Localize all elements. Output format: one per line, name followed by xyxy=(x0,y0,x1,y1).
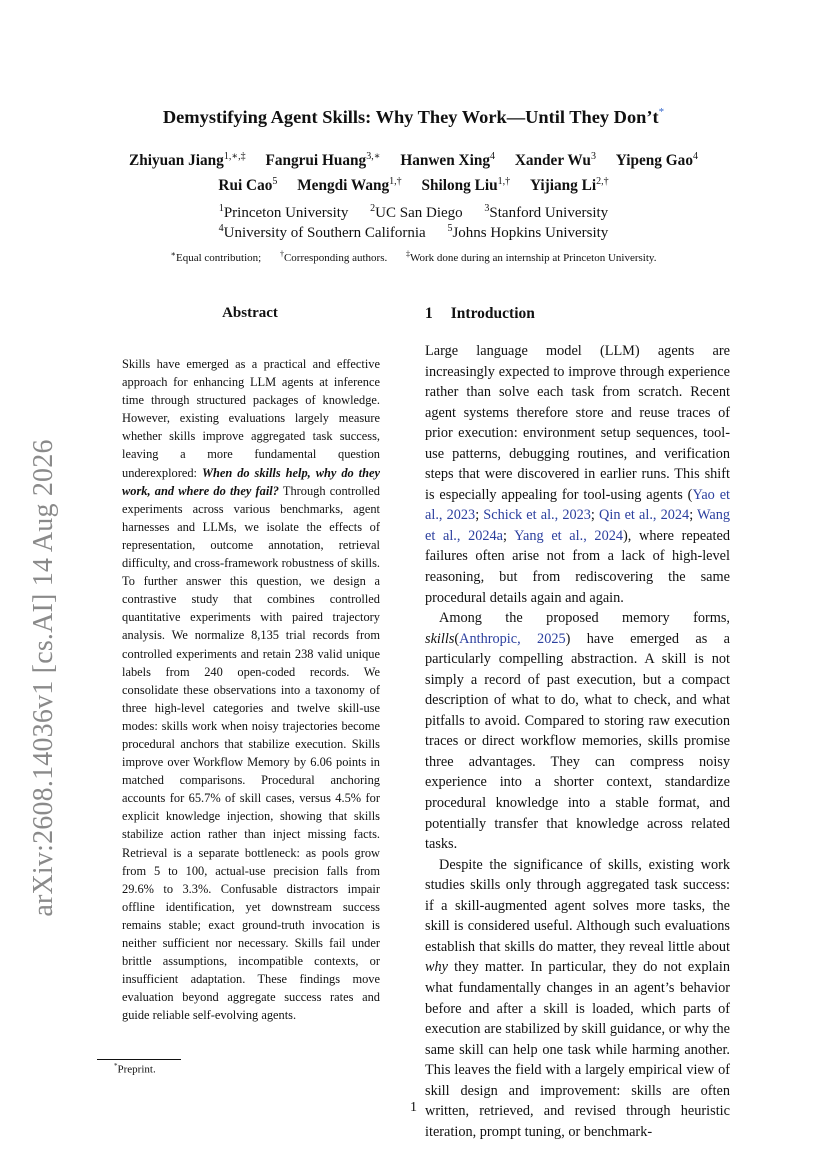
author-note: †Corresponding authors. xyxy=(279,249,388,264)
author: Zhiyuan Jiang$^{1,∗,\ddagger}$ xyxy=(129,151,246,170)
paragraph: Despite the significance of skills, existing work studies skills only through aggregated task success: if a skill-augmented agent solves more tasks, the skill is considered useful. Although such evaluations establish that skills do matter, they reveal little about why they matter. In particular, they do not explain what fundamentally changes in an agent’s behavior before and after a skill is loaded, which parts of execution are stabilized by skill guidance, or why the same skill can help one task while harming another. This leaves the field with a largely empirical view of skill design and improvement: skills are often written, retrieved, and revised through heuristic iteration, prompt tuning, or benchmark- xyxy=(425,856,730,1140)
section-title: Introduction xyxy=(450,305,535,322)
author: Fangrui Huang$^{3,∗}$ xyxy=(265,151,381,170)
title-text: Demystifying Agent Skills: Why They Work—Until They Don’t xyxy=(162,107,659,127)
affiliation: $^4$University of Southern California xyxy=(218,223,426,241)
author: Hanwen Xing$^4$ xyxy=(400,151,496,170)
citation-link[interactable]: Qin et al., 2024 xyxy=(599,507,690,524)
page-number: 1 xyxy=(410,1100,417,1115)
author-note: ∗Equal contribution; xyxy=(170,249,262,264)
author-list-line-2 xyxy=(0,176,827,195)
title-footnote-marker[interactable]: * xyxy=(658,106,665,118)
author: Mengdi Wang$^{1,\dagger}$ xyxy=(297,176,402,195)
section-number: 1 xyxy=(425,305,433,322)
footnote-divider xyxy=(97,1059,181,1060)
citation-link[interactable]: Anthropic, 2025 xyxy=(459,630,566,647)
author-list-line-1 xyxy=(0,151,827,170)
author: Rui Cao$^5$ xyxy=(218,176,278,195)
affiliation: $^5$Johns Hopkins University xyxy=(447,223,609,241)
introduction-body xyxy=(425,341,730,1142)
paper-title xyxy=(0,106,827,128)
section-heading-introduction xyxy=(425,305,535,323)
abstract-research-question: When do skills help, why do they work, and where do they fail? xyxy=(122,465,380,498)
arxiv-identifier: arXiv:2608.14036v1 [cs.AI] 14 Aug 2026 xyxy=(28,439,59,917)
citation-link[interactable]: Yang et al., 2024 xyxy=(514,527,624,544)
author-notes xyxy=(0,249,827,264)
affiliations-line-2 xyxy=(0,223,827,242)
affiliations-line-1 xyxy=(0,203,827,222)
citation-link[interactable]: Wang et al., 2024a xyxy=(425,507,731,544)
affiliation: $^3$Stanford University xyxy=(484,203,609,221)
term-why: why xyxy=(425,959,449,976)
term-skills: skills xyxy=(425,630,455,647)
affiliation: $^1$Princeton University xyxy=(218,203,349,221)
paragraph: Large language model (LLM) agents are increasingly expected to improve through experience rather than solve each task from scratch. Recent agent systems therefore store and reuse traces of prior execution: environment setup sequences, tool-use patterns, debugging routines, and verification steps that were discovered in earlier runs. This shift is especially appealing for tool-using agents (Yao et al., 2023; Schick et al., 2023; Qin et al., 2024; Wang et al., 2024a; Yang et al., 2024), where repeated failures often arise not from a lack of high-level reasoning, but from rediscovering the same procedural details again and again. xyxy=(425,343,731,606)
author-note: ‡Work done during an internship at Princeton University. xyxy=(405,249,657,264)
citation-link[interactable]: Schick et al., 2023 xyxy=(483,507,591,524)
citation-link[interactable]: Yao et al., 2023 xyxy=(425,486,731,524)
author: Yipeng Gao$^4$ xyxy=(615,151,698,170)
abstract-body: Skills have emerged as a practical and effective approach for enhancing LLM agents at inference time through structured packages of knowledge. However, existing evaluations largely measure whether skills improve aggregated task success, leaving a more fundamental question underexplored: When do skills help, why do they work, and where do they fail? Through controlled experiments across various benchmarks, agent harnesses and LLMs, we isolate the effects of representation, outcome annotation, retrieval difficulty, and cross-framework robustness of skills. To further answer this question, we design a contrastive study that combines controlled quantitative experiments with paired trajectory analysis. We normalize 8,135 trial records from controlled experiments and retain 238 valid unique labels from 240 open-coded records. We consolidate these observations into a taxonomy of three high-level categories and twelve skill-use modes: skills work when noisy trajectories become procedural anchors that stabilize execution. Skills improve over Workflow Memory by 6.06 points in matched comparisons. Procedural anchoring accounts for 65.7% of skill cases, versus 4.5% for explicit knowledge injection, showing that skills stabilize action rather than inject missing facts. Retrieval is a separate bottleneck: as pools grow from 5 to 100, actual-use precision falls from 29.6% to 3.3%. Confusable distractors impair offline identification, yet downstream success remains stable; exact ground-truth invocation is neither sufficient nor necessary. Skills fail under brittle assumptions, incompatible contexts, or insufficient adaptation. These findings move evaluation beyond aggregate success rates and guide reliable self-evolving agents. xyxy=(122,357,380,1023)
affiliation: $^2$UC San Diego xyxy=(370,203,463,221)
footnote: *Preprint. xyxy=(114,1062,156,1076)
author: Xander Wu$^3$ xyxy=(514,151,596,170)
author: Yijiang $Li^{2,\dagger}$ xyxy=(529,176,609,195)
paragraph: Among the proposed memory forms, skills(Anthropic, 2025) have emerged as a particularly compelling abstraction. A skill is not simply a record of past execution, but a compact description of what to do, what to check, and what pitfalls to avoid. Compared to storing raw execution traces or direct workflow memories, skills promise three advantages. They can compress noisy experience into a shorter context, standardize procedural knowledge into a stable format, and potentially transfer that knowledge across related tasks. xyxy=(425,610,730,853)
author: Shilong Liu$^{1,\dagger}$ xyxy=(421,176,511,195)
abstract-heading: Abstract xyxy=(222,305,278,321)
